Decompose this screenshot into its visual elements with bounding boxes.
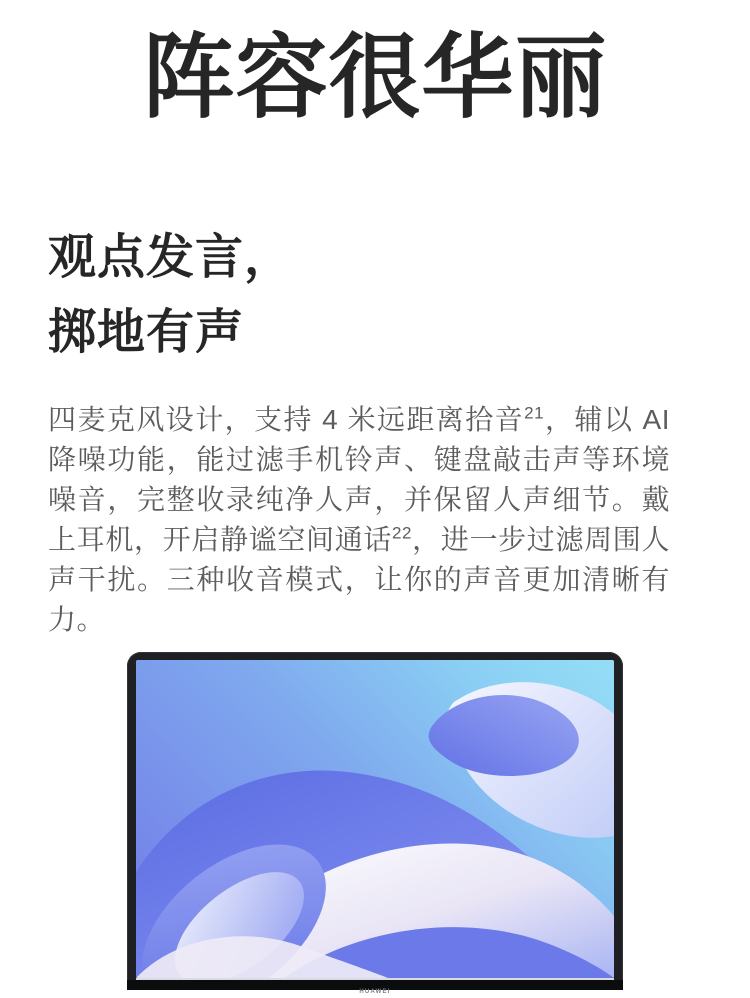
section-heading-line-1: 观点发言， [48, 231, 294, 284]
paragraph-text: ，进一步过滤周围人声干扰。三种收音模式，让你的声音更加清晰有力。 [48, 524, 670, 635]
laptop-chin [127, 980, 623, 995]
section-heading-line-2: 掷地有声 [48, 306, 245, 359]
paragraph-text: ，辅以 AI 降噪功能，能过滤手机铃声、键盘敲击声等环境噪音，完整收录纯净人声，并保留人声细节。戴上耳机，开启静谧空间通话 [48, 404, 670, 555]
section-heading [48, 220, 293, 370]
huawei-logo-text: HUAWEI [359, 989, 391, 995]
paragraph-text: 四麦克风设计，支持 4 米远距离拾音 [48, 404, 525, 435]
laptop-screen [136, 660, 614, 978]
footnote-ref-21: 21 [524, 403, 545, 423]
laptop-mockup [127, 652, 623, 995]
hero-title: 阵容很华丽 [142, 26, 608, 129]
body-paragraph [48, 400, 670, 640]
footnote-ref-22: 22 [392, 523, 412, 543]
wallpaper-art [136, 660, 614, 978]
